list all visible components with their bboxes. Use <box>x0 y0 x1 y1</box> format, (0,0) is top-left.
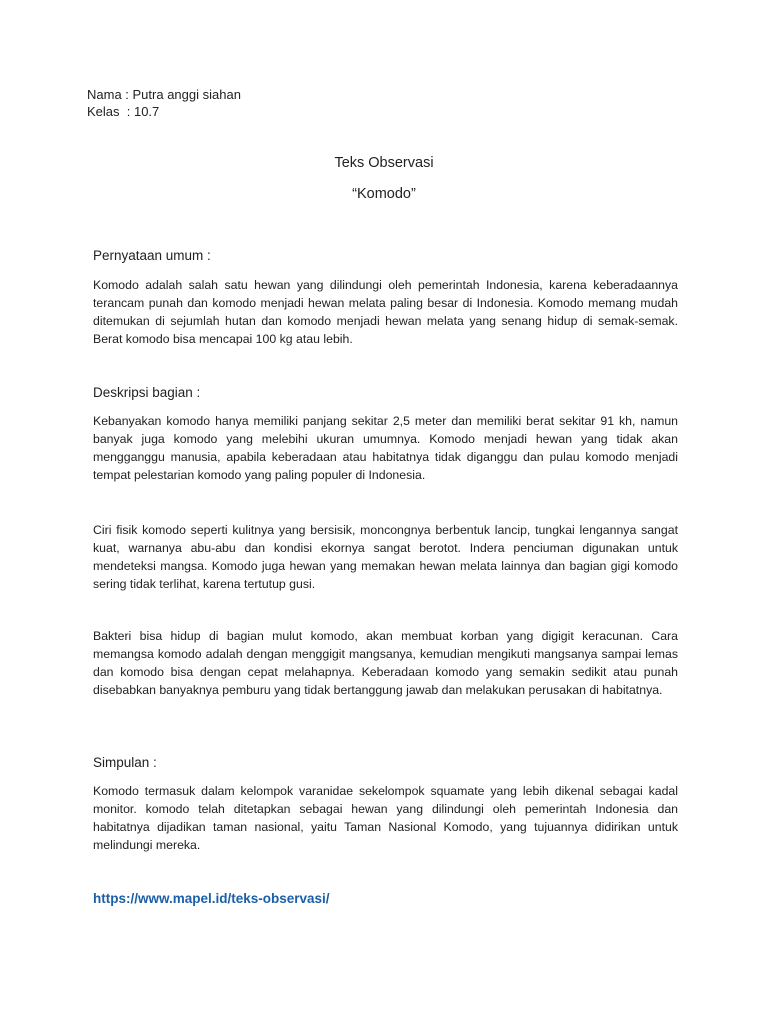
student-name: Nama : Putra anggi siahan <box>87 87 241 102</box>
paragraph-conclusion: Komodo termasuk dalam kelompok varanidae sekelompok squamate yang lebih dikenal sebagai kadal monitor. komodo telah ditetapkan sebagai hewan yang dilindungi oleh pemerintah Indonesia dan habitatnya dijadikan taman nasional, yaitu Taman Nasional Komodo, yang tujuannya didirikan untuk melindungi mereka. <box>93 784 678 852</box>
student-class: Kelas : 10.7 <box>87 104 160 119</box>
heading-general-statement: Pernyataan umum : <box>93 248 211 263</box>
student-identity <box>87 86 241 120</box>
paragraph-general-statement: Komodo adalah salah satu hewan yang dilindungi oleh pemerintah Indonesia, karena keberadaannya terancam punah dan komodo menjadi hewan melata paling besar di Indonesia. Komodo memang mudah ditemukan di sejumlah hutan dan komodo menjadi hewan melata yang senang hidup di semak-semak. Berat komodo bisa mencapai 100 kg atau lebih. <box>93 278 678 346</box>
paragraph-description-2: Ciri fisik komodo seperti kulitnya yang bersisik, moncongnya berbentuk lancip, tungkai lengannya sangat kuat, warnanya abu-abu dan kondisi ekornya sangat berotot. Indera penciuman digunakan untuk mendeteksi mangsa. Komodo juga hewan yang memakan hewan melata lainnya dan bagian gigi komodo sering tidak terlihat, karena tertutup gusi. <box>93 523 678 591</box>
heading-description: Deskripsi bagian : <box>93 385 201 400</box>
paragraph-description-1: Kebanyakan komodo hanya memiliki panjang sekitar 2,5 meter dan memiliki berat sekitar 91 kh, namun banyak juga komodo yang melebihi ukuran umumnya. Komodo menjadi hewan yang tidak akan mengganggu manusia, apabila keberadaan atau habitatnya tidak diganggu dan pulau komodo menjadi tempat pelestarian komodo yang paling populer di Indonesia. <box>93 414 678 482</box>
source-link[interactable]: https://www.mapel.id/teks-observasi/ <box>93 891 330 906</box>
document-subtitle: “Komodo” <box>352 186 416 202</box>
heading-conclusion: Simpulan : <box>93 755 157 770</box>
paragraph-description-3: Bakteri bisa hidup di bagian mulut komodo, akan membuat korban yang digigit keracunan. Cara memangsa komodo adalah dengan menggigit mangsanya, kemudian mengikuti mangsanya sampai lemas dan komodo bisa dengan cepat melahapnya. Keberadaan komodo yang semakin sedikit atau punah disebabkan banyaknya pemburu yang tidak bertanggung jawab dan melakukan perusakan di habitatnya. <box>93 629 678 697</box>
document-title: Teks Observasi <box>334 155 434 171</box>
